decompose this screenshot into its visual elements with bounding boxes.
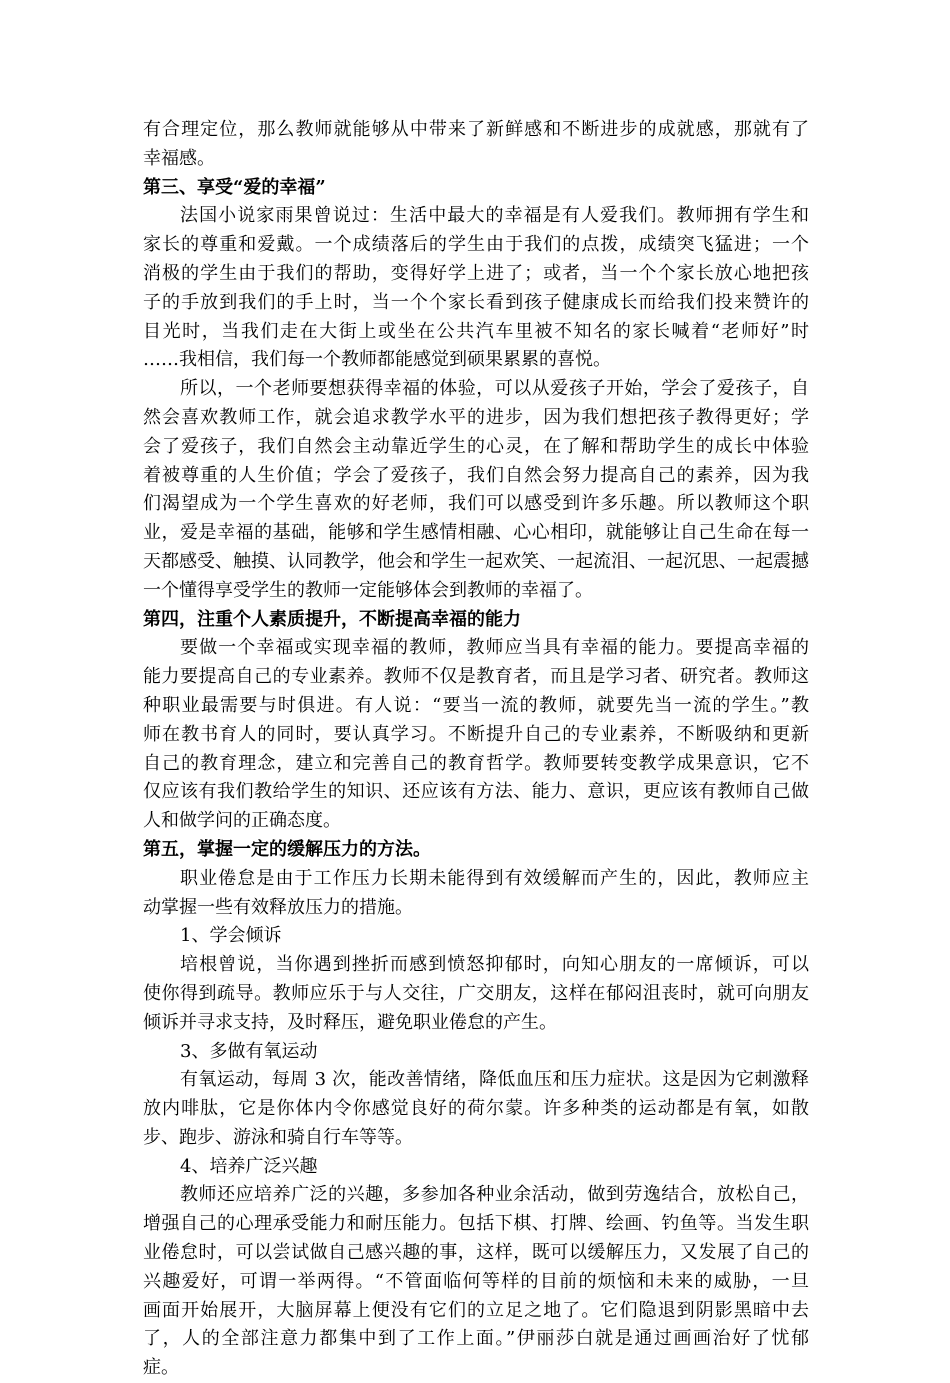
- body-text-line: 有氧运动，每周 3 次，能改善情绪，降低血压和压力症状。这是因为它刺激释: [180, 1069, 809, 1091]
- body-text-line: 动掌握一些有效释放压力的措施。: [143, 896, 413, 918]
- section-heading: 第五，掌握一定的缓解压力的方法。: [143, 838, 431, 860]
- body-text-line: 目光时，当我们走在大街上或坐在公共汽车里被不知名的家长喊着“老师好”时: [143, 320, 809, 342]
- body-text-line: 3、多做有氧运动: [180, 1040, 318, 1062]
- body-text-line: 家长的尊重和爱戴。一个成绩落后的学生由于我们的点拨，成绩突飞猛进；一个: [143, 234, 809, 256]
- body-text-line: 人和做学问的正确态度。: [143, 810, 341, 832]
- body-text-line: 放内啡肽，它是你体内令你感觉良好的荷尔蒙。许多种类的运动都是有氧，如散: [143, 1098, 809, 1120]
- body-text-line: 然会喜欢教师工作，就会追求教学水平的进步，因为我们想把孩子教得更好；学: [143, 406, 809, 428]
- body-text-line: 子的手放到我们的手上时，当一个个家长看到孩子健康成长而给我们投来赞许的: [143, 291, 809, 313]
- body-text-line: 自己的教育理念，建立和完善自己的教育哲学。教师要转变教学成果意识，它不: [143, 752, 809, 774]
- body-text-line: 兴趣爱好，可谓一举两得。“不管面临何等样的目前的烦恼和未来的威胁，一旦: [143, 1270, 809, 1292]
- body-text-line: 培根曾说，当你遇到挫折而感到愤怒抑郁时，向知心朋友的一席倾诉，可以: [180, 954, 809, 976]
- body-text-line: 倾诉并寻求支持，及时释压，避免职业倦怠的产生。: [143, 1011, 557, 1033]
- body-text-line: 能力要提高自己的专业素养。教师不仅是教育者，而且是学习者、研究者。教师这: [143, 666, 809, 688]
- body-text-line: 幸福感。: [143, 147, 215, 169]
- body-text-line: 有合理定位，那么教师就能够从中带来了新鲜感和不断进步的成就感，那就有了: [143, 119, 809, 140]
- body-text-line: 增强自己的心理承受能力和耐压能力。包括下棋、打牌、绘画、钓鱼等。当发生职: [143, 1213, 809, 1235]
- body-text-line: 症。: [143, 1357, 179, 1379]
- body-text-line: 一个懂得享受学生的教师一定能够体会到教师的幸福了。: [143, 579, 593, 601]
- body-text-line: 职业倦怠是由于工作压力长期未能得到有效缓解而产生的，因此，教师应主: [180, 867, 809, 889]
- body-text-line: 步、跑步、游泳和骑自行车等等。: [143, 1126, 413, 1148]
- body-text-line: 业倦怠时，可以尝试做自己感兴趣的事，这样，既可以缓解压力，又发展了自己的: [143, 1242, 809, 1264]
- body-text-line: 法国小说家雨果曾说过：生活中最大的幸福是有人爱我们。教师拥有学生和: [180, 205, 809, 227]
- body-text-line: 仅应该有我们教给学生的知识、还应该有方法、能力、意识，更应该有教师自己做: [143, 781, 809, 803]
- body-text-line: 教师还应培养广泛的兴趣，多参加各种业余活动，做到劳逸结合，放松自己，: [180, 1184, 809, 1206]
- body-text-line: 种职业最需要与时俱进。有人说：“要当一流的教师，就要先当一流的学生。”教: [143, 694, 809, 716]
- body-text-line: 使你得到疏导。教师应乐于与人交往，广交朋友，这样在郁闷沮丧时，就可向朋友: [143, 982, 809, 1004]
- document-page: [143, 116, 809, 1383]
- body-text-line: ……我相信，我们每一个教师都能感觉到硕果累累的喜悦。: [143, 349, 611, 371]
- body-text-line: 4、培养广泛兴趣: [180, 1155, 318, 1177]
- body-text-line: 所以，一个老师要想获得幸福的体验，可以从爱孩子开始，学会了爱孩子，自: [180, 378, 809, 400]
- body-text-line: 要做一个幸福或实现幸福的教师，教师应当具有幸福的能力。要提高幸福的: [180, 637, 809, 659]
- body-text-line: 会了爱孩子，我们自然会主动靠近学生的心灵，在了解和帮助学生的成长中体验: [143, 435, 809, 457]
- body-text-line: 消极的学生由于我们的帮助，变得好学上进了；或者，当一个个家长放心地把孩: [143, 262, 809, 284]
- body-text-line: 着被尊重的人生价值；学会了爱孩子，我们自然会努力提高自己的素养，因为我: [143, 464, 809, 486]
- section-heading: 第四，注重个人素质提升，不断提高幸福的能力: [143, 608, 521, 630]
- section-heading: 第三、享受“爱的幸福”: [143, 176, 326, 198]
- body-text-line: 了，人的全部注意力都集中到了工作上面。”伊丽莎白就是通过画画治好了忧郁: [143, 1328, 809, 1350]
- body-text-line: 画面开始展开，大脑屏幕上便没有它们的立足之地了。它们隐退到阴影黑暗中去: [143, 1299, 809, 1321]
- body-text-line: 业，爱是幸福的基础，能够和学生感情相融、心心相印，就能够让自己生命在每一: [143, 522, 809, 544]
- body-text-line: 们渴望成为一个学生喜欢的好老师，我们可以感受到许多乐趣。所以教师这个职: [143, 493, 809, 515]
- body-text-line: 天都感受、触摸、认同教学，他会和学生一起欢笑、一起流泪、一起沉思、一起震撼: [143, 550, 809, 572]
- body-text-line: 师在教书育人的同时，要认真学习。不断提升自己的专业素养，不断吸纳和更新: [143, 723, 809, 745]
- body-text-line: 1、学会倾诉: [180, 925, 282, 947]
